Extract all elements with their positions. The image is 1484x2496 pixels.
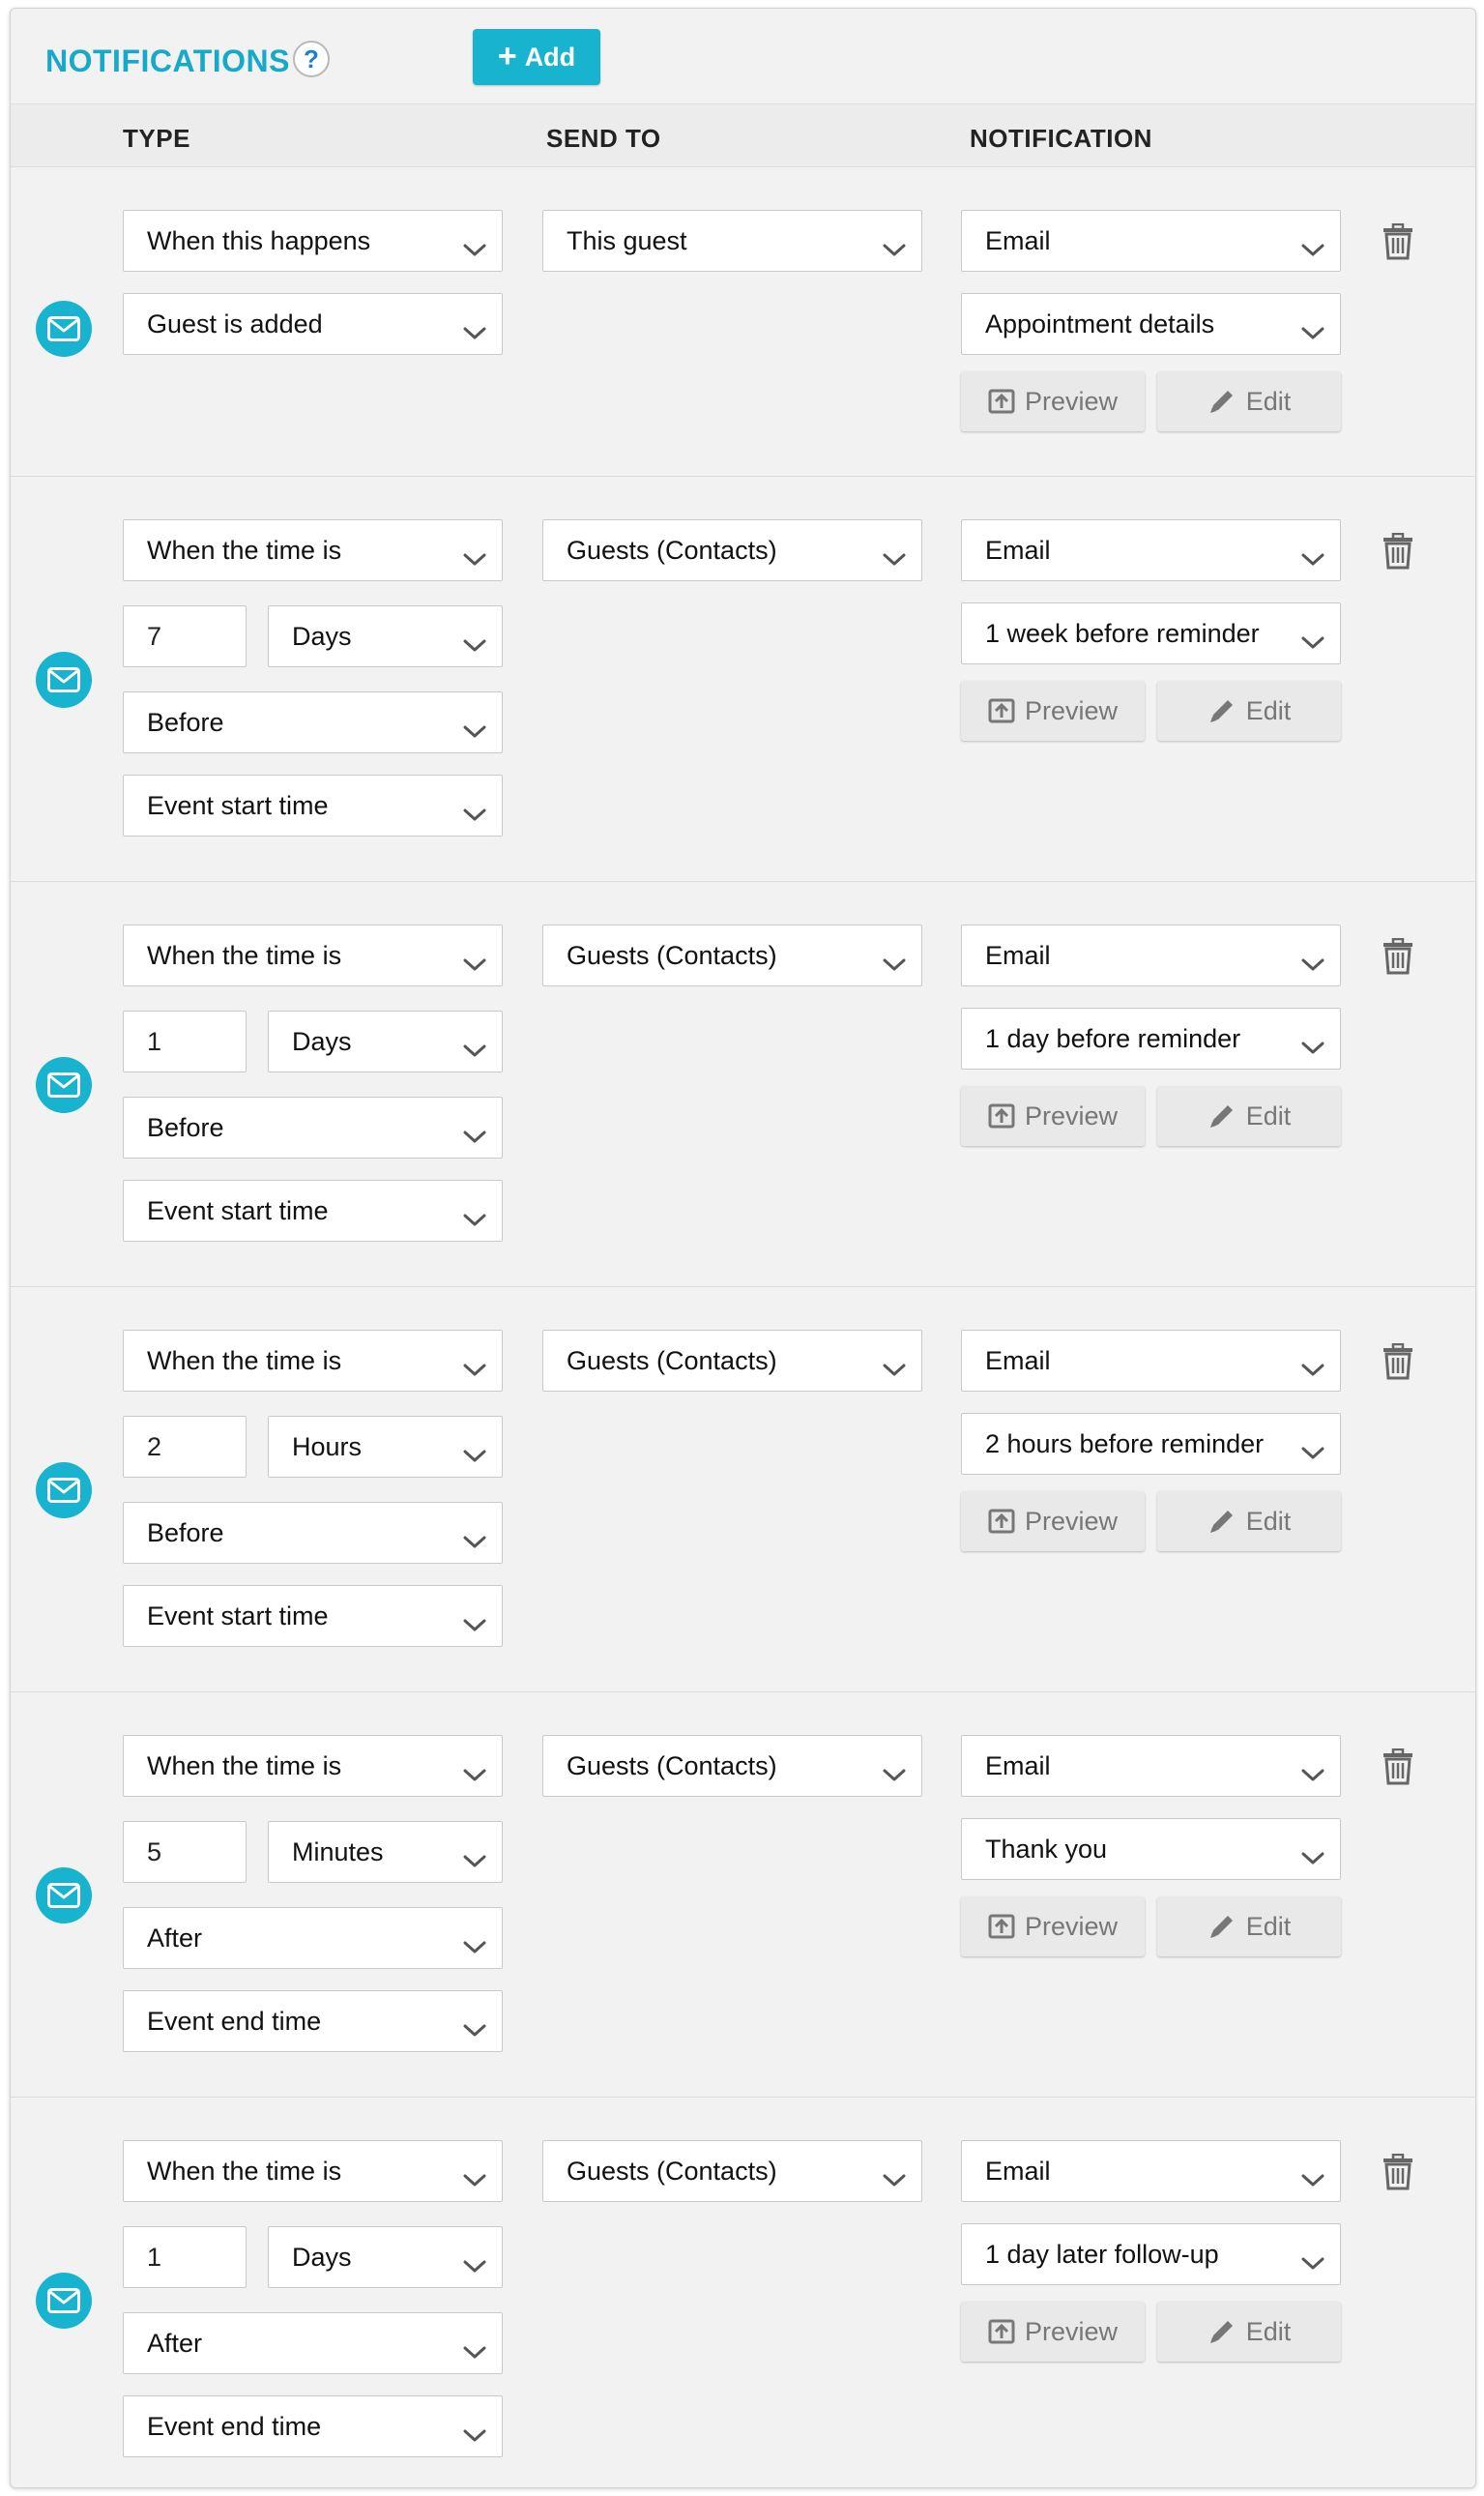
reference-value: Event start time [147,1600,329,1630]
edit-label: Edit [1245,1506,1292,1536]
trigger-value: When this happens [147,225,371,255]
preview-button[interactable] [961,1896,1145,1956]
trigger-value: When the time is [147,1345,342,1375]
reference-value: Event end time [147,2411,322,2441]
pencil-icon [1208,1101,1237,1131]
chevron-down-icon [463,2250,486,2264]
notification-row [11,882,1475,1287]
trigger-select[interactable] [123,210,503,272]
template-select[interactable] [961,1818,1341,1880]
send-to-select[interactable] [542,519,922,581]
send-to-value: Guests (Contacts) [567,1750,777,1780]
chevron-down-icon [463,1931,486,1945]
reference-select[interactable] [123,1180,503,1242]
channel-select[interactable] [961,519,1341,581]
amount-input[interactable]: 1 [123,2226,247,2288]
template-select[interactable] [961,602,1341,664]
chevron-down-icon [463,1759,486,1773]
template-select[interactable] [961,2223,1341,2285]
channel-value: Email [985,535,1051,565]
notification-row [11,477,1475,882]
amount-input[interactable]: 1 [123,1011,247,1072]
reference-select[interactable] [123,2395,503,2457]
template-value: 1 day later follow-up [985,2239,1219,2269]
preview-button[interactable] [961,1086,1145,1146]
preview-label: Preview [1024,1506,1119,1536]
preview-icon [988,1914,1015,1939]
edit-button[interactable] [1157,1491,1341,1551]
edit-label: Edit [1245,1101,1292,1131]
unit-select[interactable] [268,2226,503,2288]
edit-label: Edit [1245,386,1292,416]
column-headers [11,104,1475,167]
column-header-type: TYPE [123,124,190,153]
template-value: 1 week before reminder [985,618,1260,648]
chevron-down-icon [1301,627,1324,640]
preview-icon [988,389,1015,414]
chevron-down-icon [1301,949,1324,962]
send-to-value: Guests (Contacts) [567,940,777,970]
relation-select[interactable] [123,1907,503,1969]
send-to-value: Guests (Contacts) [567,535,777,565]
trigger-select[interactable] [123,519,503,581]
channel-value: Email [985,2156,1051,2186]
channel-value: Email [985,1345,1051,1375]
trash-icon[interactable] [1382,1747,1414,1786]
edit-button[interactable] [1157,681,1341,741]
preview-label: Preview [1024,386,1119,416]
chevron-down-icon [463,1845,486,1859]
send-to-select[interactable] [542,2140,922,2202]
chevron-down-icon [1301,1842,1324,1856]
send-to-select[interactable] [542,210,922,272]
template-value: 1 day before reminder [985,1023,1241,1053]
channel-select[interactable] [961,1735,1341,1797]
chevron-down-icon [463,2336,486,2350]
envelope-icon [36,301,92,357]
panel-header [11,9,1475,104]
chevron-down-icon [463,2164,486,2178]
chevron-down-icon [883,543,906,557]
relation-select[interactable] [123,1097,503,1159]
pencil-icon [1208,2317,1237,2346]
chevron-down-icon [463,1204,486,1218]
preview-button[interactable] [961,681,1145,741]
relation-value: After [147,2328,203,2358]
channel-select[interactable] [961,210,1341,272]
trigger-select[interactable] [123,1735,503,1797]
chevron-down-icon [463,1526,486,1540]
chevron-down-icon [1301,1354,1324,1367]
preview-button[interactable] [961,1491,1145,1551]
envelope-icon [36,1867,92,1923]
event-value: Guest is added [147,308,323,338]
chevron-down-icon [463,234,486,248]
edit-button[interactable] [1157,1086,1341,1146]
notification-row [11,1692,1475,2098]
chevron-down-icon [1301,1759,1324,1773]
template-value: Thank you [985,1834,1108,1864]
preview-label: Preview [1024,2316,1119,2346]
chevron-down-icon [463,1609,486,1623]
reference-value: Event end time [147,2006,322,2036]
chevron-down-icon [463,1354,486,1367]
reference-select[interactable] [123,1990,503,2052]
amount-input[interactable]: 7 [123,605,247,667]
unit-select[interactable] [268,1011,503,1072]
chevron-down-icon [463,716,486,729]
trigger-select[interactable] [123,2140,503,2202]
template-select[interactable] [961,1008,1341,1070]
template-value: 2 hours before reminder [985,1428,1265,1458]
trash-icon[interactable] [1382,2153,1414,2191]
pencil-icon [1208,1912,1237,1941]
trigger-value: When the time is [147,535,342,565]
pencil-icon [1208,387,1237,416]
relation-value: Before [147,1517,224,1547]
envelope-icon [36,1462,92,1518]
reference-value: Event start time [147,1195,329,1225]
chevron-down-icon [463,2420,486,2433]
preview-label: Preview [1024,1911,1119,1941]
relation-value: Before [147,1112,224,1142]
envelope-icon [36,2273,92,2329]
chevron-down-icon [463,2014,486,2028]
send-to-value: Guests (Contacts) [567,2156,777,2186]
chevron-down-icon [463,799,486,812]
chevron-down-icon [1301,2164,1324,2178]
plus-icon: + [497,37,517,74]
template-value: Appointment details [985,308,1215,338]
chevron-down-icon [463,543,486,557]
preview-icon [988,2319,1015,2344]
add-button-label: Add [524,42,576,72]
trigger-value: When the time is [147,2156,342,2186]
chevron-down-icon [883,234,906,248]
send-to-value: This guest [567,225,687,255]
trash-icon[interactable] [1382,532,1414,571]
preview-button[interactable] [961,2302,1145,2362]
preview-button[interactable] [961,371,1145,431]
amount-input[interactable]: 2 [123,1416,247,1478]
help-icon[interactable]: ? [293,41,330,77]
chevron-down-icon [883,949,906,962]
chevron-down-icon [463,630,486,643]
edit-label: Edit [1245,1911,1292,1941]
column-header-send-to: SEND TO [546,124,661,153]
envelope-icon [36,652,92,708]
channel-select[interactable] [961,2140,1341,2202]
edit-button[interactable] [1157,2302,1341,2362]
channel-select[interactable] [961,1330,1341,1392]
unit-select[interactable] [268,1416,503,1478]
send-to-select[interactable] [542,1735,922,1797]
amount-input[interactable]: 5 [123,1821,247,1883]
notification-row [11,167,1475,477]
relation-select[interactable] [123,2312,503,2374]
unit-select[interactable] [268,605,503,667]
preview-icon [988,1509,1015,1534]
trash-icon[interactable] [1382,937,1414,976]
channel-select[interactable] [961,925,1341,986]
trigger-select[interactable] [123,925,503,986]
pencil-icon [1208,696,1237,725]
channel-value: Email [985,225,1051,255]
unit-value: Days [292,2242,352,2272]
relation-value: Before [147,707,224,737]
chevron-down-icon [463,1035,486,1048]
chevron-down-icon [883,2164,906,2178]
chevron-down-icon [1301,317,1324,331]
chevron-down-icon [883,1354,906,1367]
relation-value: After [147,1923,203,1953]
edit-label: Edit [1245,695,1292,725]
chevron-down-icon [1301,1437,1324,1451]
chevron-down-icon [1301,2247,1324,2261]
template-select[interactable] [961,1413,1341,1475]
reference-value: Event start time [147,790,329,820]
relation-select[interactable] [123,691,503,753]
notification-row [11,1287,1475,1692]
preview-icon [988,698,1015,723]
reference-select[interactable] [123,775,503,837]
chevron-down-icon [883,1759,906,1773]
trigger-value: When the time is [147,1750,342,1780]
unit-value: Minutes [292,1836,384,1866]
relation-select[interactable] [123,1502,503,1564]
edit-label: Edit [1245,2316,1292,2346]
event-select[interactable] [123,293,503,355]
unit-value: Days [292,621,352,651]
chevron-down-icon [463,949,486,962]
reference-select[interactable] [123,1585,503,1647]
preview-label: Preview [1024,1101,1119,1131]
chevron-down-icon [463,1440,486,1454]
chevron-down-icon [463,1121,486,1134]
unit-value: Days [292,1026,352,1056]
pencil-icon [1208,1507,1237,1536]
page-title: NOTIFICATIONS [45,44,290,78]
send-to-value: Guests (Contacts) [567,1345,777,1375]
chevron-down-icon [463,317,486,331]
send-to-select[interactable] [542,925,922,986]
notification-row [11,2098,1475,2488]
template-select[interactable] [961,293,1341,355]
unit-value: Hours [292,1431,363,1461]
trash-icon[interactable] [1382,1342,1414,1381]
channel-value: Email [985,940,1051,970]
preview-icon [988,1103,1015,1129]
chevron-down-icon [1301,234,1324,248]
edit-button[interactable] [1157,1896,1341,1956]
trigger-select[interactable] [123,1330,503,1392]
preview-label: Preview [1024,695,1119,725]
envelope-icon [36,1057,92,1113]
chevron-down-icon [1301,1032,1324,1045]
column-header-notification: NOTIFICATION [970,124,1152,153]
trash-icon[interactable] [1382,222,1414,261]
channel-value: Email [985,1750,1051,1780]
trigger-value: When the time is [147,940,342,970]
chevron-down-icon [1301,543,1324,557]
send-to-select[interactable] [542,1330,922,1392]
notifications-panel [10,8,1476,2488]
add-notification-button[interactable] [473,29,600,85]
edit-button[interactable] [1157,371,1341,431]
unit-select[interactable] [268,1821,503,1883]
